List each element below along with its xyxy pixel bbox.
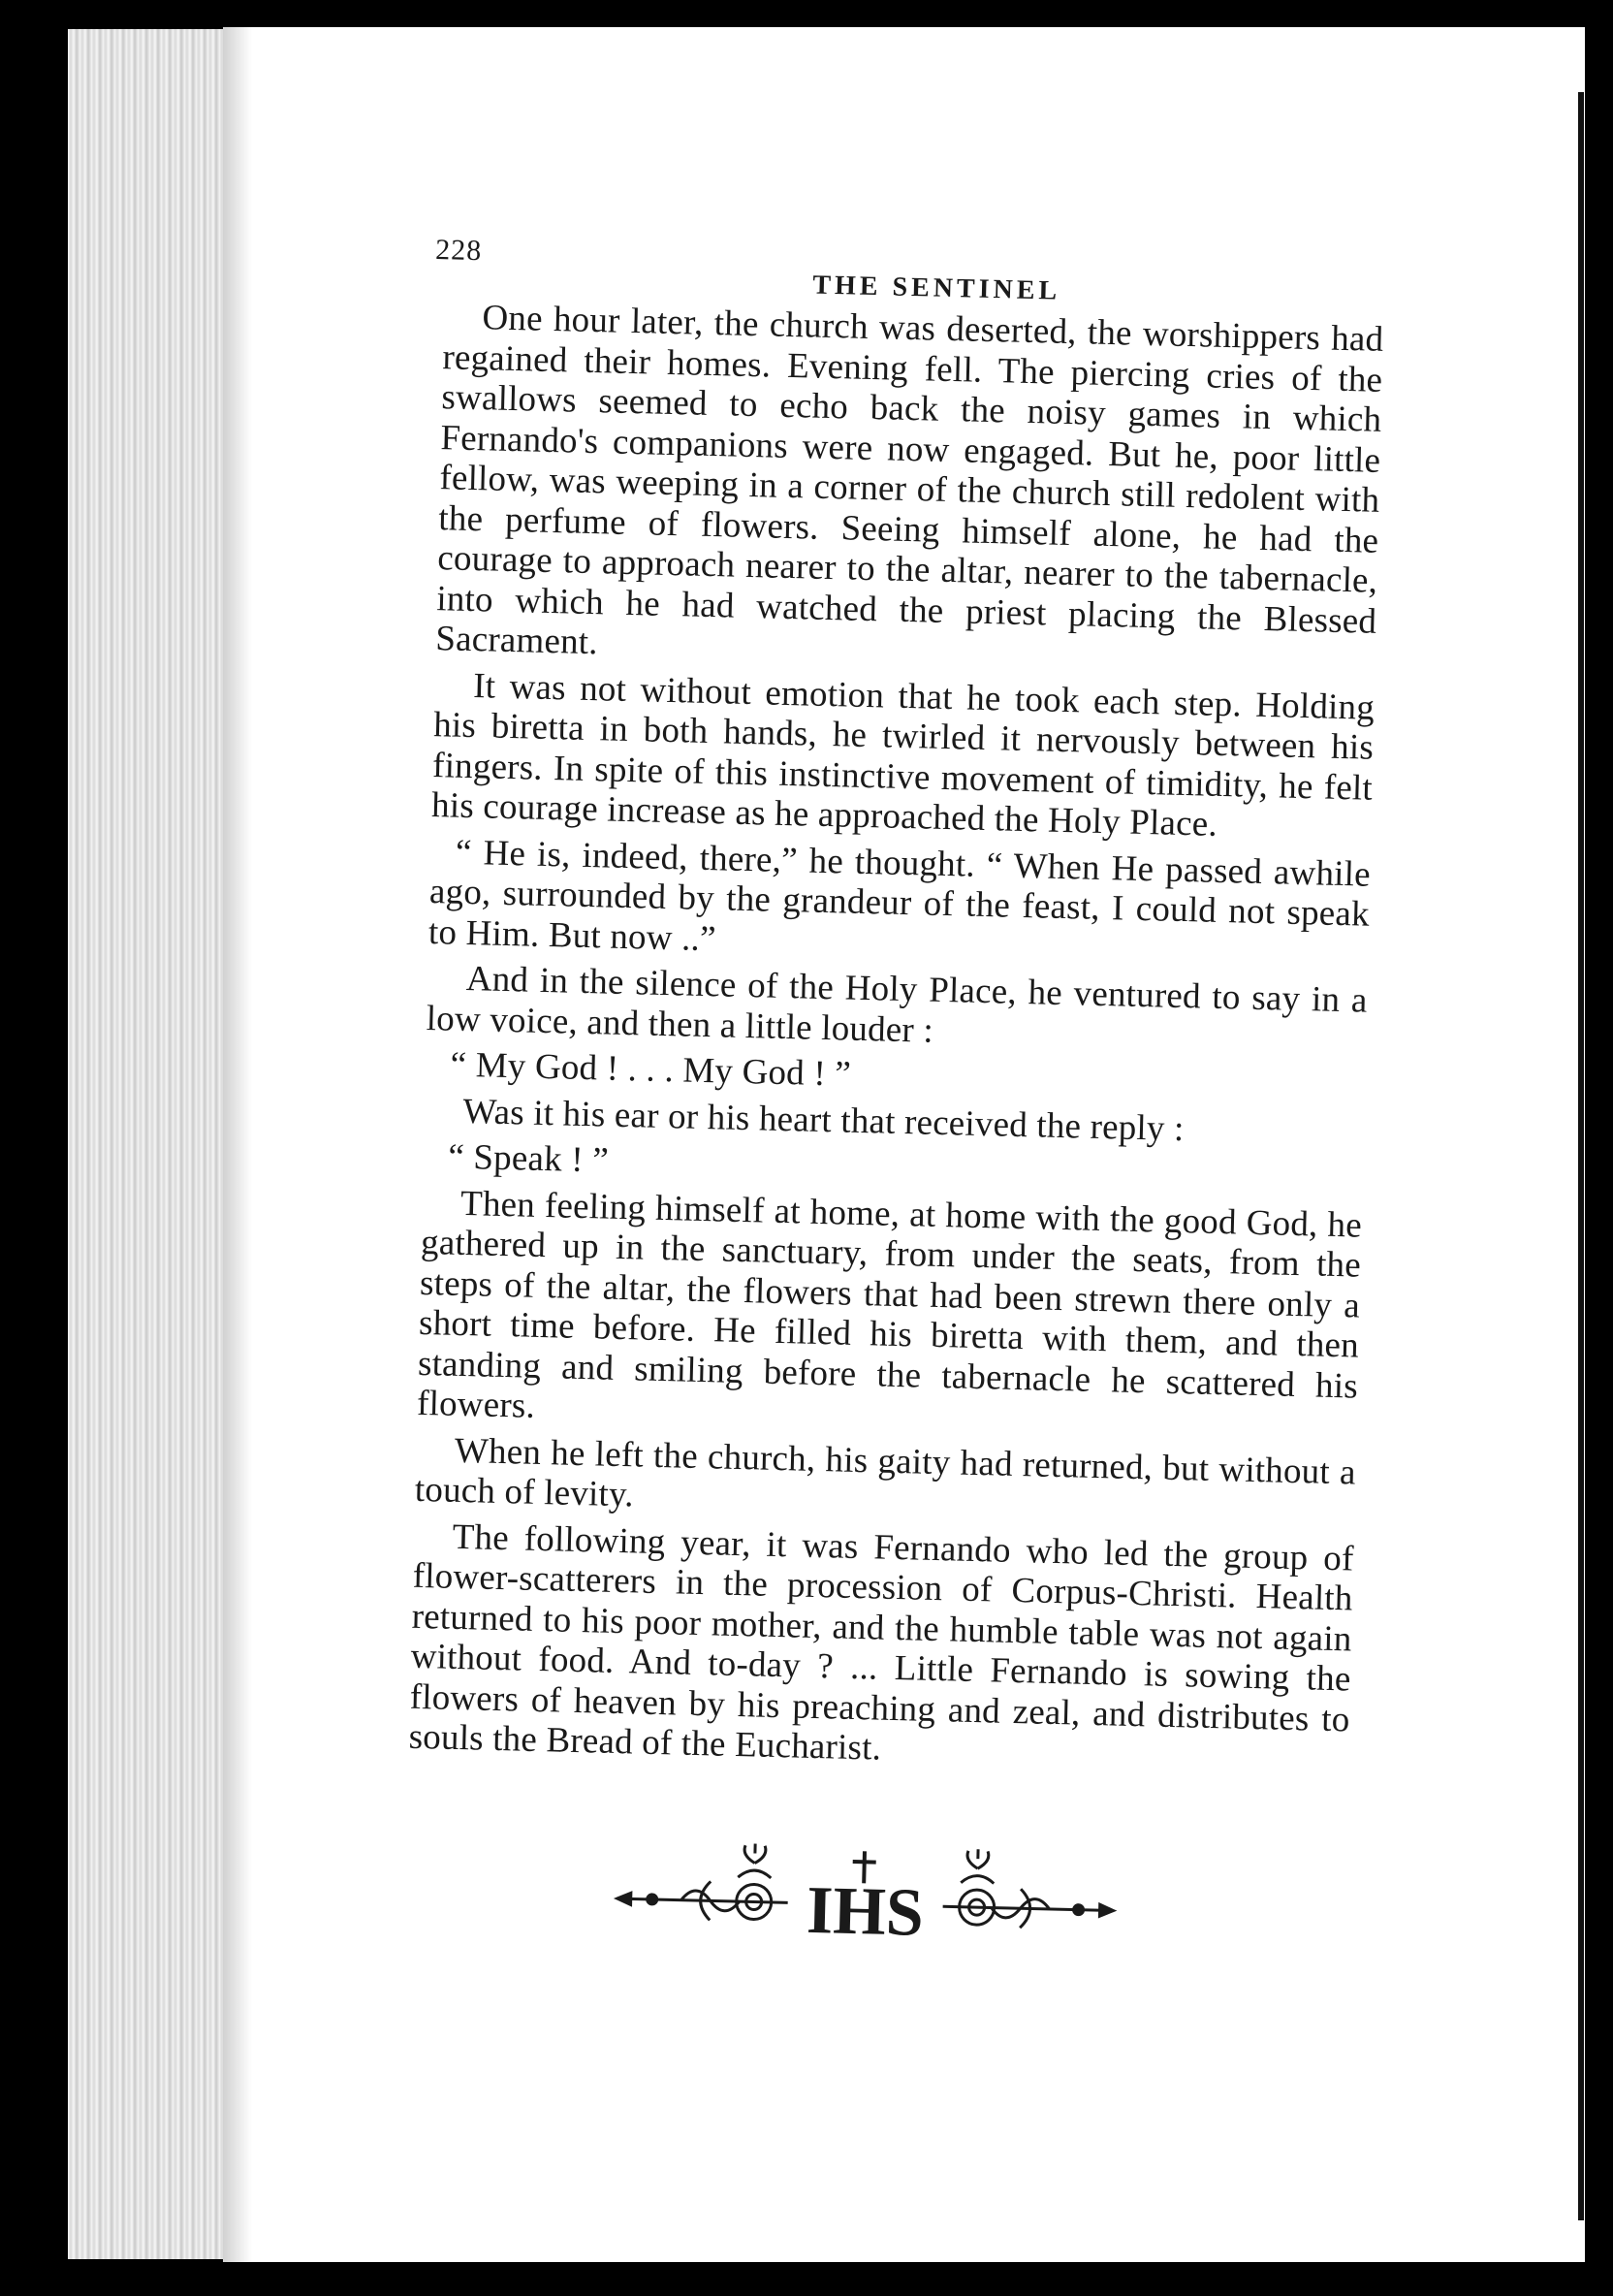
- paragraph: “ Speak ! ”: [447, 1136, 610, 1181]
- right-flourish: [942, 1848, 1115, 1929]
- left-flourish: [617, 1840, 789, 1922]
- paragraph: The following year, it was Fernando who led the group of flower-scatterers in the procession of Corpus-Christi. Health returned to his poor mother, and the humble table was not again without food. And to-day ? ... Little Fernando is sowing the flowers of heaven by his preaching and zeal, and distributes to souls the Bread of the Eucharist.: [408, 1516, 1355, 1769]
- paragraph: “ He is, indeed, there,” he thought. “ When He passed awhile ago, surrounded by the grandeur of the feast, I could not speak to Him. But now ..”: [427, 832, 1372, 959]
- paragraph: And in the silence of the Holy Place, he ventured to say in a low voice, and then a little louder :: [426, 958, 1369, 1051]
- paragraph: When he left the church, his gaity had returned, but without a touch of levity.: [414, 1430, 1357, 1515]
- page-number: 228: [434, 233, 483, 268]
- ihs-monogram: IHS: [806, 1872, 925, 1951]
- paragraph: “ My God ! . . . My God ! ”: [450, 1044, 852, 1095]
- paragraph: Then feeling himself at home, at home with the good God, he gathered up in the sanctuary, from under the seats, from the steps of the altar, the flowers that had been strewn there only a short time before. He filled his biretta with them, and then standing and smiling before the tabernacle he scattered his flowers.: [416, 1183, 1363, 1426]
- page-content: [355, 218, 1414, 1975]
- paragraph: It was not without emotion that he took each step. Holding his biretta in both hands, he twirled it nervously between his fingers. In spite of this instinctive movement of timidity, he felt his courage increase as he approached the Holy Place.: [430, 665, 1376, 845]
- running-title: THE SENTINEL: [812, 270, 1061, 306]
- facing-page-edge: [1578, 92, 1584, 2220]
- paragraph: One hour later, the church was deserted, the worshippers had regained their homes. Evening fell. The piercing cries of the swallows seemed to echo back the noisy games in which Fernando's companions were now engaged. But he, poor little fellow, was weeping in a corner of the church still redolent with the perfume of flowers. Seeing himself alone, he had the courage to approach nearer to the altar, nearer to the tabernacle, into which he had watched the priest placing the Blessed Sacrament.: [434, 298, 1384, 663]
- book-page-edges: [68, 29, 223, 2259]
- paragraph: Was it his ear or his heart that received the reply :: [462, 1091, 1186, 1149]
- gutter-shadow: [223, 27, 252, 2262]
- ihs-ornament: [612, 1839, 1119, 1968]
- body-text: [360, 296, 1412, 1781]
